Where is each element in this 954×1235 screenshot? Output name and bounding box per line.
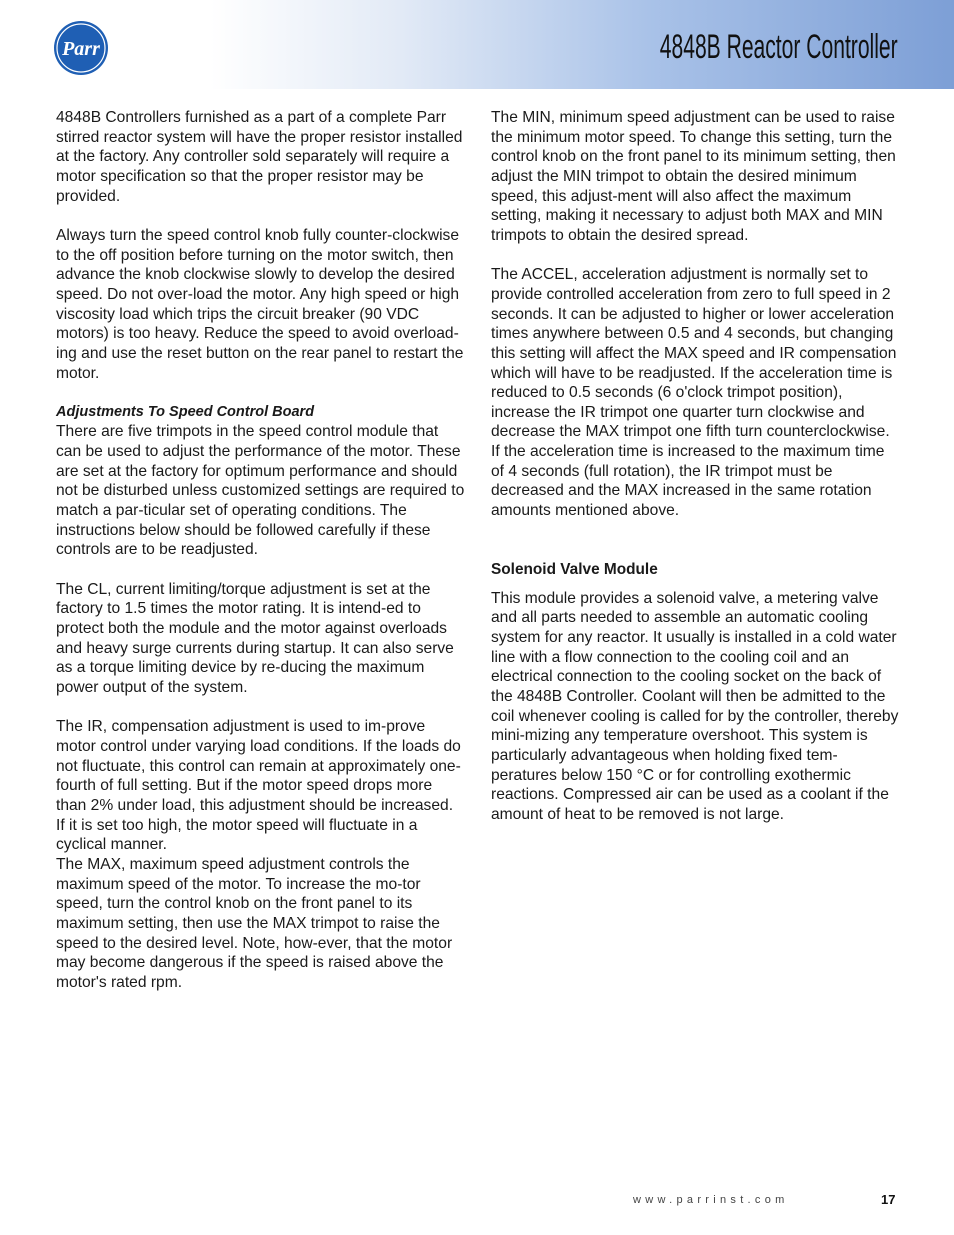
heading-solenoid-valve-module: Solenoid Valve Module: [491, 561, 658, 579]
paragraph-accel-adjustment: The ACCEL, acceleration adjustment is normally set to provide controlled acceleration from zero to full speed in 2 seconds. It can be adjusted to higher or lower acceleration times anywhere between 0.5 and 4 seconds, but changing this setting will affect the MAX speed and IR compensation which will have to be readjusted. If the acceleration time is reduced to 0.5 seconds (6 o'clock trimpot position), increase the IR trimpot one quarter turn clockwise and decrease the MAX trimpot one fifth turn counterclockwise. If the acceleration time is increased to the maximum time of 4 seconds (full rotation), the IR trimpot must be decreased and the MAX increased in the same rotation amounts mentioned above.: [491, 266, 897, 520]
page-header: [0, 0, 954, 89]
footer-url: www.parrinst.com: [633, 1194, 789, 1206]
paragraph-max-adjustment: The MAX, maximum speed adjustment controls the maximum speed of the motor. To increase the mo-tor speed, turn the control knob on the front panel to its maximum setting, then use the MAX trimpot to raise the speed to the desired level. Note, how-ever, that the motor may become dangerous if the speed is raised above the motor's rated rpm.: [56, 855, 453, 991]
paragraph-trimpots: There are five trimpots in the speed control module that can be used to adjust the performance of the motor. These are set at the factory for optimum performance and should not be disturbed unless customized settings are required to match a par-ticular set of operating conditions. The instructions below should be followed carefully if these controls are to be readjusted.: [56, 423, 465, 559]
paragraph-cl-adjustment: The CL, current limiting/torque adjustment is set at the factory to 1.5 times the motor rating. It is intend-ed to protect both the module and the motor against overloads and heavy surge currents during startup. It can also serve as a torque limiting device by re-ducing the maximum power output of the system.: [56, 580, 454, 696]
section-spacer: [491, 540, 901, 560]
left-column: [56, 108, 466, 1012]
page-number: 17: [881, 1192, 896, 1207]
paragraph-solenoid-module: This module provides a solenoid valve, a metering valve and all parts needed to assemble an automatic cooling system for any reactor. It usually is installed in a cold water line with a flow connection to the cooling coil and an electrical connection to the cooling socket on the back of the 4848B Controller. Coolant will then be admitted to the coil whenever cooling is called for by the controller, thereby mini-mizing any temperature overshoot. This system is particularly advantageous when holding fixed tem-peratures below 150 °C or for controlling exothermic reactions. Compressed air can be used as a coolant if the amount of heat to be removed is not large.: [491, 589, 899, 823]
logo-text: Parr: [62, 38, 100, 60]
paragraph-min-adjustment: The MIN, minimum speed adjustment can be used to raise the minimum motor speed. To change this setting, turn the control knob on the front panel to its minimum setting, then adjust the MIN trimpot to obtain the desired minimum speed, this adjust-ment will also affect the maximum setting, making it necessary to adjust both MAX and MIN trimpots to obtain the desired spread.: [491, 109, 896, 244]
paragraph-ir-adjustment: The IR, compensation adjustment is used to im-prove motor control under varying load conditions. If the loads do not fluctuate, this control can remain at approximately one-fourth of full setting. But if the motor speed drops more than 2% under load, this adjustment should be increased. If it is set too high, the motor speed will fluctuate in a cyclical manner.: [56, 718, 461, 854]
subheading-speed-control-board: Adjustments To Speed Control Board: [56, 403, 315, 420]
right-column: [491, 108, 901, 844]
paragraph-speed-knob: Always turn the speed control knob fully counter-clockwise to the off position before turning on the motor switch, then advance the knob clockwise slowly to develop the desired speed. Do not over-load the motor. Any high speed or high viscosity load which trips the circuit breaker (90 VDC motors) is too heavy. Reduce the speed to avoid overload-ing and use the reset button on the rear panel to restart the motor.: [56, 226, 464, 382]
document-title: 4848B Reactor Controller: [660, 28, 898, 66]
parr-logo: [53, 20, 109, 76]
paragraph-controllers-intro: 4848B Controllers furnished as a part of a complete Parr stirred reactor system will have the proper resistor installed at the factory. Any controller sold separately will require a motor specification so that the proper resistor may be provided.: [56, 109, 463, 205]
